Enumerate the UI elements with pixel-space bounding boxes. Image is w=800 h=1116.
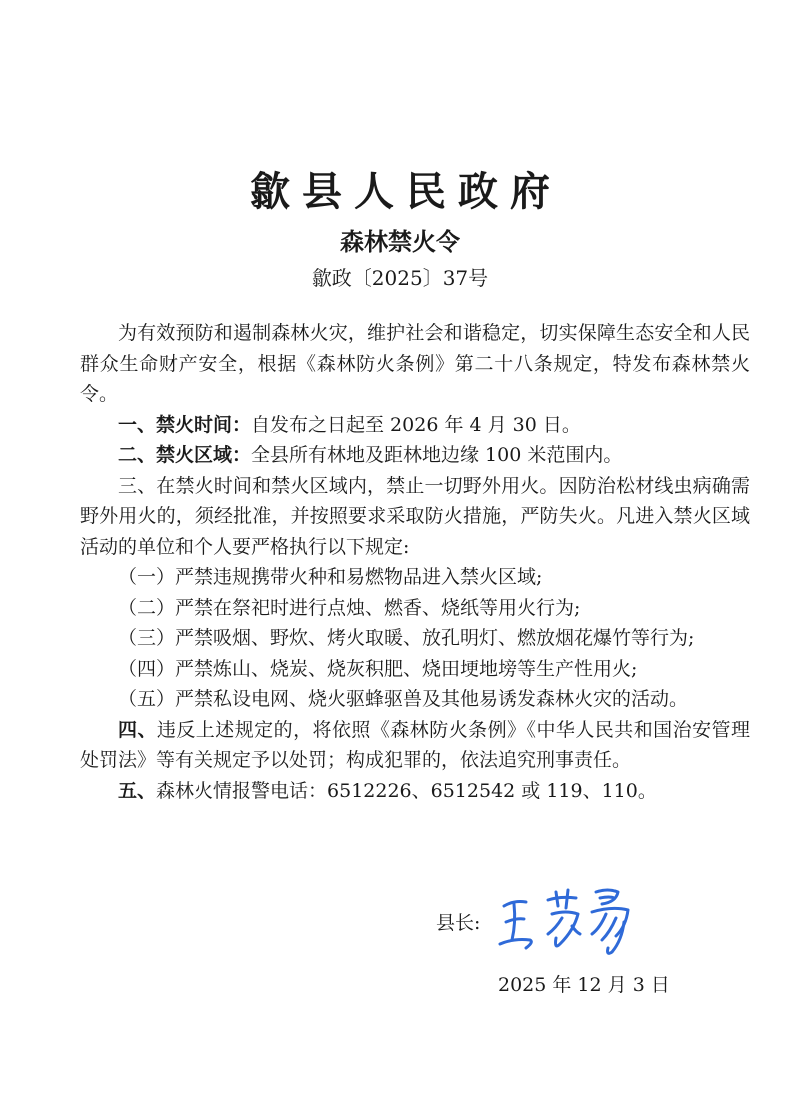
item-1-text: 自发布之日起至 2026 年 4 月 30 日。: [251, 413, 581, 436]
document-body: [80, 318, 750, 806]
sub-item-4: （四）严禁炼山、烧炭、烧灰积肥、烧田埂地塝等生产性用火;: [118, 657, 638, 680]
issue-date: 2025 年 12 月 3 日: [498, 974, 670, 996]
item-4-text: 违反上述规定的，将依照《森林防火条例》《中华人民共和国治安管理处罚法》等有关规定予以处罚；构成犯罪的，依法追究刑事责任。: [80, 718, 750, 771]
item-1: [80, 410, 750, 441]
item-5: [80, 776, 750, 807]
item-1-label: 一、禁火时间：: [118, 413, 252, 436]
signature-label: 县长:: [436, 912, 481, 934]
signature-block: [436, 878, 736, 968]
item-5-label: 五、: [118, 779, 157, 802]
document-number: 歙政〔2025〕37号: [311, 266, 489, 290]
page-title: 歙县人民政府: [250, 168, 562, 215]
sub-item-3: （三）严禁吸烟、野炊、烤火取暖、放孔明灯、燃放烟花爆竹等行为;: [118, 627, 695, 649]
item-5-text: 森林火情报警电话：6512226、6512542 或 119、110。: [156, 779, 657, 802]
item-3: 三、在禁火时间和禁火区域内，禁止一切野外用火。因防治松材线虫病确需野外用火的，须经批准，并按照要求采取防火措施，严防失火。凡进入禁火区域活动的单位和个人要严格执行以下规定:: [80, 474, 750, 558]
item-2: [80, 440, 750, 471]
item-2-label: 二、禁火区域：: [118, 444, 252, 466]
sub-item-1: （一）严禁违规携带火种和易燃物品进入禁火区域;: [118, 566, 543, 588]
sub-item-2: （二）严禁在祭祀时进行点烛、燃香、烧纸等用火行为;: [118, 596, 581, 619]
item-4-label: 四、: [118, 718, 157, 741]
intro-paragraph: 为有效预防和遏制森林火灾，维护社会和谐稳定，切实保障生态安全和人民群众生命财产安全，根据《森林防火条例》第二十八条规定，特发布森林禁火令。: [80, 322, 750, 405]
sub-item-5: （五）严禁私设电网、烧火驱蜂驱兽及其他易诱发森林火灾的活动。: [118, 688, 689, 710]
handwritten-signature: [496, 878, 646, 968]
item-4: [80, 715, 750, 776]
document-subtitle: 森林禁火令: [340, 227, 460, 256]
item-2-text: 全县所有林地及距林地边缘 100 米范围内。: [251, 444, 623, 466]
